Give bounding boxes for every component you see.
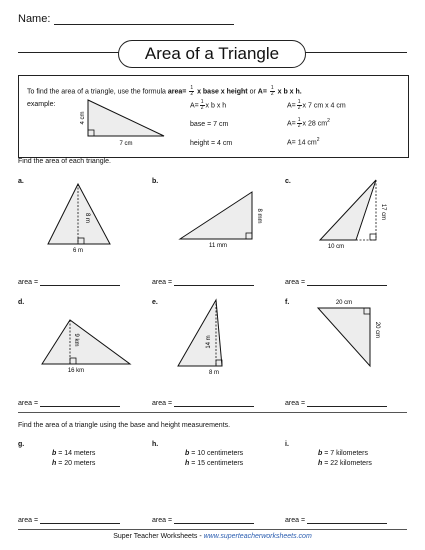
answer-f: area =	[285, 400, 387, 407]
formula-or: or	[249, 88, 256, 96]
problem-h-base: b = 10 centimeters	[185, 450, 244, 457]
example-height-label: 4 cm	[80, 111, 86, 125]
formula-a-label: A=	[257, 88, 267, 96]
problem-e-letter: e.	[152, 299, 158, 306]
answer-h-line[interactable]	[174, 517, 254, 524]
problem-h-letter: h.	[152, 441, 159, 448]
answer-i-line[interactable]	[307, 517, 387, 524]
problem-a-letter: a.	[18, 178, 24, 185]
answer-g: area =	[18, 517, 120, 524]
answer-h: area =	[152, 517, 254, 524]
triangle-c	[312, 176, 392, 252]
triangle-a-height: 8 m	[84, 212, 90, 224]
problem-i-base: b = 7 kilometers	[318, 450, 369, 457]
triangle-f-height: 20 cm	[374, 321, 380, 339]
triangle-c-height: 17 cm	[380, 203, 386, 221]
problem-i-height: h = 22 kilometers	[318, 460, 372, 467]
formula-area-label: area=	[167, 88, 187, 96]
footer-divider	[18, 529, 407, 530]
triangle-d-base: 16 km	[67, 368, 85, 374]
triangle-f	[308, 296, 388, 376]
triangle-b	[172, 188, 272, 250]
answer-e-line[interactable]	[174, 400, 254, 407]
problem-i-letter: i.	[285, 441, 289, 448]
problem-g-height: h = 20 meters	[52, 460, 96, 467]
example-triangle	[80, 94, 170, 150]
triangle-f-base: 20 cm	[335, 300, 353, 306]
page-title: Area of a Triangle	[118, 40, 306, 68]
triangle-b-base: 11 mm	[209, 243, 227, 249]
answer-c-line[interactable]	[307, 279, 387, 286]
fraction-half: $\frac{1}{2}$	[190, 85, 194, 97]
name-field[interactable]	[54, 24, 234, 25]
problem-b-letter: b.	[152, 178, 159, 185]
answer-f-line[interactable]	[307, 400, 387, 407]
footer-link[interactable]: www.superteacherworksheets.com	[203, 533, 312, 540]
example-base: base = 7 cm	[190, 121, 229, 128]
triangle-c-base: 10 cm	[327, 244, 345, 250]
example-answer: A= 14 $cm^2$	[287, 137, 320, 147]
answer-g-line[interactable]	[40, 517, 120, 524]
problem-c-letter: c.	[285, 178, 291, 185]
answer-a: area =	[18, 279, 120, 286]
triangle-a	[40, 180, 120, 258]
formula-bh: x b x h.	[277, 88, 302, 96]
name-label: Name:	[18, 13, 51, 25]
triangle-a-base: 6 m	[72, 248, 84, 254]
problem-h-height: h = 15 centimeters	[185, 460, 244, 467]
triangle-d	[34, 308, 134, 378]
answer-d-line[interactable]	[40, 400, 120, 407]
problem-f-letter: f.	[285, 299, 290, 306]
answer-a-line[interactable]	[40, 279, 120, 286]
example-calc-1: A= $\frac{1}{2}$ x 7 cm x 4 cm	[287, 99, 346, 111]
section1-instruction: Find the area of each triangle.	[18, 158, 112, 165]
footer-text: Super Teacher Worksheets -	[113, 533, 202, 540]
fraction-half-2: $\frac{1}{2}$	[270, 85, 274, 97]
formula-base-height: x base x height	[197, 88, 248, 96]
section-divider	[18, 412, 407, 413]
triangle-e	[170, 296, 250, 380]
example-height: height = 4 cm	[190, 140, 233, 147]
example-calc-2: A= $\frac{1}{2}$ x 28 $cm^2$	[287, 117, 330, 129]
example-step-1: A= $\frac{1}{2}$ x b x h	[190, 99, 227, 111]
triangle-e-base: 8 m	[208, 370, 220, 376]
answer-d: area =	[18, 400, 120, 407]
problem-d-letter: d.	[18, 299, 25, 306]
answer-b: area =	[152, 279, 254, 286]
triangle-d-height: 9 km	[73, 333, 79, 347]
answer-c: area =	[285, 279, 387, 286]
answer-b-line[interactable]	[174, 279, 254, 286]
answer-e: area =	[152, 400, 254, 407]
problem-g-letter: g.	[18, 441, 25, 448]
example-base-label: 7 cm	[119, 141, 133, 147]
example-label: example:	[27, 101, 56, 108]
intro-text: To find the area of a triangle, use the formula	[27, 88, 166, 96]
answer-i: area =	[285, 517, 387, 524]
problem-g-base: b = 14 meters	[52, 450, 96, 457]
footer	[0, 533, 425, 540]
triangle-e-height: 14 m	[206, 335, 212, 349]
triangle-b-height: 8 mm	[256, 208, 262, 224]
section2-instruction: Find the area of a triangle using the base and height measurements.	[18, 422, 231, 429]
